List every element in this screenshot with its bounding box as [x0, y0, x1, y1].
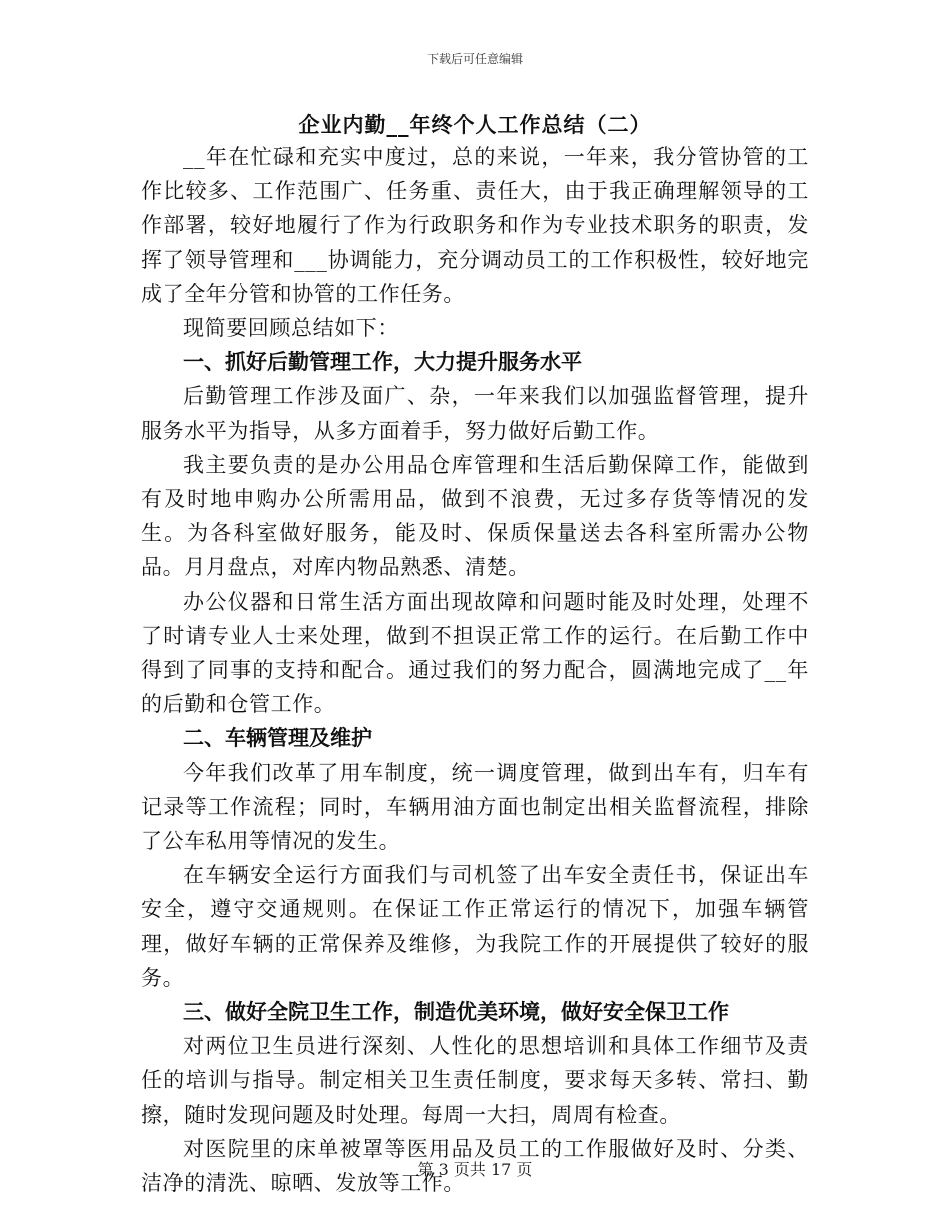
paragraph-summary-lead: 现简要回顾总结如下：: [183, 316, 399, 341]
paragraph-linen-service: 对医院里的床单被罩等医用品及员工的工作服做好及时、分类、洁净的清洗、晾晒、发放等工作。: [141, 1136, 809, 1196]
section-heading-hygiene-security: 三、做好全院卫生工作，制造优美环境，做好安全保卫工作: [183, 1000, 729, 1025]
section-heading-logistics: 一、抓好后勤管理工作，大力提升服务水平: [183, 350, 582, 375]
paragraph-equipment-maintenance: 办公仪器和日常生活方面出现故障和问题时能及时处理，处理不了时请专业人士来处理，做到不担误正常工作的运行。在后勤工作中得到了同事的支持和配合。通过我们的努力配合，圆满地完成了__年的后勤和仓管工作。: [141, 589, 809, 717]
paragraph-intro: __年在忙碌和充实中度过，总的来说，一年来，我分管协管的工作比较多、工作范围广、任务重、责任大，由于我正确理解领导的工作部署，较好地履行了作为行政职务和作为专业技术职务的职责，发挥了领导管理和___协调能力，充分调动员工的工作积极性，较好地完成了全年分管和协管的工作任务。: [141, 145, 809, 306]
paragraph-vehicle-policy: 今年我们改革了用车制度，统一调度管理，做到出车有，归车有记录等工作流程；同时，车辆用油方面也制定出相关监督流程，排除了公车私用等情况的发生。: [141, 760, 809, 854]
paragraph-cleaner-training: 对两位卫生员进行深刻、人性化的思想培训和具体工作细节及责任的培训与指导。制定相关卫生责任制度，要求每天多转、常扫、勤擦，随时发现问题及时处理。每周一大扫，周周有检查。: [141, 1034, 809, 1127]
paragraph-office-supplies: 我主要负责的是办公用品仓库管理和生活后勤保障工作，能做到有及时地申购办公所需用品，做到不浪费，无过多存货等情况的发生。为各科室做好服务，能及时、保质保量送去各科室所需办公物品。月月盘点，对库内物品熟悉、清楚。: [141, 452, 809, 580]
header-note: 下载后可任意编辑: [426, 52, 523, 66]
section-heading-vehicles: 二、车辆管理及维护: [183, 726, 372, 751]
page-footer: 第 3 页共 17 页: [417, 1160, 533, 1179]
paragraph-logistics-overview: 后勤管理工作涉及面广、杂，一年来我们以加强监督管理，提升服务水平为指导，从多方面着手，努力做好后勤工作。: [141, 384, 809, 443]
document-body: [141, 140, 809, 1200]
document-title: 企业内勤__年终个人工作总结（二）: [298, 113, 652, 137]
paragraph-vehicle-safety: 在车辆安全运行方面我们与司机签了出车安全责任书，保证出车安全，遵守交通规则。在保证工作正常运行的情况下，加强车辆管理，做好车辆的正常保养及维修，为我院工作的开展提供了较好的服务。: [141, 863, 809, 990]
